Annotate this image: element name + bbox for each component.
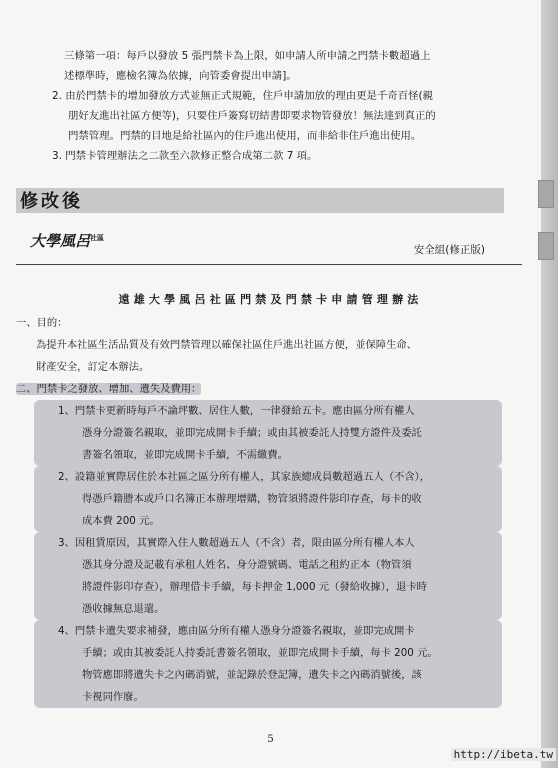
section-1-title: 一、目的： xyxy=(16,317,68,329)
item-1-line-3: 書簽名領取，並即完成開卡手續，不需繳費。 xyxy=(82,449,288,461)
watermark-url: http://ibeta.tw xyxy=(451,748,556,761)
old-item-2-line-1: 2. 由於門禁卡的增加發放方式並無正式規範，住戶申請加放的理由更是千奇百怪(親 xyxy=(52,90,433,102)
binder-edge xyxy=(541,0,558,768)
item-4-line-4: 卡視同作廢。 xyxy=(82,691,144,703)
old-item-3-line-1: 3. 門禁卡管理辦法之二款至六款修正整合成第二款 7 項。 xyxy=(52,150,318,162)
item-1-line-1: 1、門禁卡更新時每戶不論坪數、居住人數，一律發給五卡。應由區分所有權人 xyxy=(58,405,415,417)
document-body xyxy=(16,312,522,708)
item-4-line-3: 物管應即將遺失卡之內碼消號，並記錄於登記簿，遺失卡之內碼消號後，該 xyxy=(82,669,422,681)
previous-text-block xyxy=(16,46,521,166)
item-3-block xyxy=(34,532,502,620)
old-item-2-line-3: 門禁管理。門禁的目地是給社區內的住戶進出使用，而非給非住戶進出使用。 xyxy=(68,130,422,142)
section-1-line-2: 財產安全，訂定本辦法。 xyxy=(36,361,150,373)
community-logo xyxy=(30,230,104,251)
item-2-line-2: 得憑戶籍謄本或戶口名簿正本辦理增購，物管須將證件影印存查，每卡的收 xyxy=(82,493,422,505)
section-2-title-row xyxy=(16,378,522,400)
binder-tab-bottom xyxy=(538,232,554,260)
item-1-block xyxy=(34,400,502,466)
item-4-line-1: 4、門禁卡遺失要求補發，應由區分所有權人憑身分證簽名親取，並即完成開卡 xyxy=(58,625,415,637)
item-4-block xyxy=(34,620,502,708)
item-1-line-2: 憑身分證簽名親取，並即完成開卡手續；或由其被委託人持雙方證件及委託 xyxy=(82,427,422,439)
heading-highlight xyxy=(16,188,504,213)
section-2-title: 二、門禁卡之發放、增加、遺失及費用： xyxy=(16,383,202,395)
item-3-line-3: 將證件影印存查），辦理借卡手續，每卡押金 1,000 元（發給收據），退卡時 xyxy=(82,581,427,593)
revised-heading: 修改後 xyxy=(20,191,83,212)
section-1-line-1: 為提升本社區生活品質及有效門禁管理以確保社區住戶進出社區方便，並保障生命、 xyxy=(36,339,417,351)
binder-tab-top xyxy=(538,180,554,208)
item-4-line-2: 手續；或由其被委託人持委託書簽名領取，並即完成開卡手續，每卡 200 元。 xyxy=(82,647,438,659)
old-line-1: 三條第一項：每戶以發放 5 張門禁卡為上限，如申請人所申請之門禁卡數超過上 xyxy=(64,50,431,62)
item-2-block xyxy=(34,466,502,532)
old-line-2: 述標準時，應檢名簿為依據，向管委會提出申請]。 xyxy=(64,70,297,82)
logo-small-text: 社區 xyxy=(90,233,105,242)
item-2-line-3: 成本費 200 元。 xyxy=(82,515,160,527)
old-item-2-line-2: 朋好友進出社區方便等)，只要住戶簽寫切結書即要求物管發放！無法達到真正的 xyxy=(68,110,436,122)
department-label: 安全組(修正版) xyxy=(413,244,485,256)
header-rule xyxy=(16,264,522,265)
item-3-line-4: 憑收據無息退還。 xyxy=(82,603,165,615)
item-3-line-1: 3、因租賃原因，其實際入住人數超過五人（不含）者，限由區分所有權人本人 xyxy=(58,537,415,549)
page-number: 5 xyxy=(267,734,274,745)
item-2-line-1: 2、設籍並實際居住於本社區之區分所有權人，其家族總成員數超過五人（不含）， xyxy=(58,471,431,483)
item-3-line-2: 憑其身分證及記載有承租人姓名、身分證號碼、電話之租約正本（物管須 xyxy=(82,559,412,571)
document-title: 遠雄大學風呂社區門禁及門禁卡申請管理辦法 xyxy=(118,293,423,306)
logo-text: 大學風呂 xyxy=(30,232,91,250)
